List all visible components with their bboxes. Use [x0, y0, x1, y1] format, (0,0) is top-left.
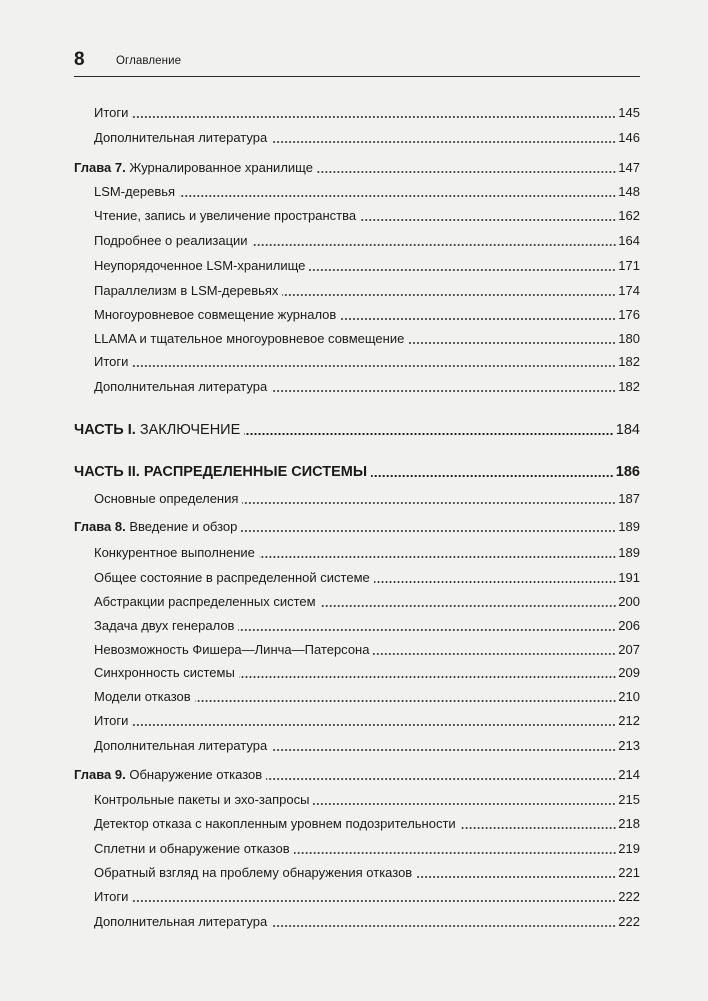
toc-entry-title: [94, 888, 128, 906]
toc-dot-leader: [282, 294, 616, 296]
toc-entry-title: [94, 712, 128, 730]
toc-entry-text: Дополнительная литература: [94, 379, 268, 394]
toc-page-number: 207: [618, 642, 640, 657]
toc-dot-leader: [373, 653, 616, 655]
toc-dot-leader: [313, 803, 616, 805]
toc-entry-title: [94, 864, 412, 882]
toc-entry-text: Обратный взгляд на проблему обнаружения отказов: [94, 865, 413, 880]
toc-dot-leader: [371, 475, 614, 477]
table-of-contents: [74, 0, 640, 1001]
toc-dot-leader: [374, 581, 617, 583]
toc-page-number: 147: [618, 160, 640, 175]
toc-entry-title: [74, 420, 240, 440]
toc-entry-text: Основные определения: [94, 491, 239, 506]
toc-entry-text: Параллелизм в LSM-деревьях: [94, 283, 279, 298]
toc-entry-text: Дополнительная литература: [94, 738, 268, 753]
toc-entry-title: [94, 569, 370, 587]
toc-dot-leader: [132, 900, 616, 902]
toc-page-number: 145: [618, 105, 640, 120]
toc-entry: [74, 353, 640, 371]
toc-entry-title: [94, 490, 238, 508]
toc-entry-text: Задача двух генералов: [94, 618, 235, 633]
toc-entry: [74, 518, 640, 536]
toc-entry-text: LLAMA и тщательное многоуровневое совмещение: [94, 331, 405, 346]
toc-entry: [74, 183, 640, 201]
toc-entry-title: [94, 664, 235, 682]
toc-dot-leader: [266, 778, 616, 780]
toc-entry-text: Неупорядоченное LSM-хранилище: [94, 258, 306, 273]
toc-entry-title: [94, 232, 248, 250]
toc-dot-leader: [132, 365, 616, 367]
toc-entry-title: [94, 840, 290, 858]
toc-page-number: 186: [615, 464, 640, 480]
toc-dot-leader: [271, 141, 616, 143]
toc-entry-title: [94, 815, 456, 833]
toc-dot-leader: [242, 502, 616, 504]
toc-entry: [74, 544, 640, 562]
toc-dot-leader: [416, 876, 616, 878]
toc-entry-text: РАСПРЕДЕЛЕННЫЕ СИСТЕМЫ: [143, 464, 368, 480]
toc-entry: [74, 490, 640, 508]
toc-page-number: 209: [618, 665, 640, 680]
toc-entry: [74, 864, 640, 882]
toc-page-number: 212: [618, 713, 640, 728]
toc-entry-title: [94, 330, 404, 348]
toc-entry-title: [94, 306, 336, 324]
toc-entry-text: Дополнительная литература: [94, 130, 268, 145]
toc-page-number: 182: [618, 379, 640, 394]
toc-entry: [74, 330, 640, 348]
toc-entry-text: Контрольные пакеты и эхо-запросы: [94, 792, 310, 807]
page-number: 8: [74, 49, 85, 70]
toc-page-number: 162: [618, 208, 640, 223]
toc-dot-leader: [239, 676, 616, 678]
toc-entry: [74, 737, 640, 755]
toc-page-number: 221: [618, 865, 640, 880]
toc-page-number: 176: [618, 307, 640, 322]
toc-entry: [74, 664, 640, 682]
toc-entry-text: Синхронность системы: [94, 665, 235, 680]
toc-page-number: 180: [618, 331, 640, 346]
running-title: Оглавление: [116, 55, 182, 67]
toc-page-number: 146: [618, 130, 640, 145]
toc-entry-text: Итоги: [94, 713, 129, 728]
toc-entry: [74, 159, 640, 177]
toc-entry-text: LSM-деревья: [94, 184, 176, 199]
toc-entry: [74, 232, 640, 250]
toc-dot-leader: [317, 171, 616, 173]
toc-page-number: 148: [618, 184, 640, 199]
toc-entry-title: [94, 737, 267, 755]
toc-entry-text: Сплетни и обнаружение отказов: [94, 841, 290, 856]
toc-page-number: 200: [618, 594, 640, 609]
toc-entry-title: [94, 378, 267, 396]
toc-entry-title: [94, 129, 267, 147]
toc-entry: [74, 104, 640, 122]
toc-entry-text: Итоги: [94, 889, 129, 904]
toc-entry-label: Глава 7.: [74, 160, 126, 175]
toc-page-number: 182: [618, 354, 640, 369]
toc-dot-leader: [132, 724, 616, 726]
toc-page-number: 218: [618, 816, 640, 831]
toc-entry-title: [74, 766, 262, 784]
toc-entry-title: [74, 518, 237, 536]
toc-page-number: 206: [618, 618, 640, 633]
toc-page-number: 214: [618, 767, 640, 782]
toc-entry: [74, 420, 640, 440]
toc-entry-title: [94, 791, 309, 809]
toc-entry: [74, 569, 640, 587]
toc-page-number: 191: [618, 570, 640, 585]
toc-entry-text: Модели отказов: [94, 689, 191, 704]
toc-entry-text: Подробнее о реализации: [94, 233, 248, 248]
toc-entry: [74, 840, 640, 858]
toc-entry: [74, 378, 640, 396]
toc-entry-title: [74, 462, 367, 482]
toc-dot-leader: [408, 342, 616, 344]
toc-dot-leader: [340, 318, 616, 320]
toc-dot-leader: [360, 219, 616, 221]
toc-entry-text: Невозможность Фишера—Линча—Патерсона: [94, 642, 370, 657]
toc-dot-leader: [238, 629, 616, 631]
toc-page-number: 222: [618, 889, 640, 904]
toc-dot-leader: [195, 700, 617, 702]
toc-entry-text: Чтение, запись и увеличение пространства: [94, 208, 357, 223]
toc-entry: [74, 617, 640, 635]
toc-entry-label: ЧАСТЬ I.: [74, 422, 136, 438]
toc-page-number: 164: [618, 233, 640, 248]
toc-entry-label: ЧАСТЬ II.: [74, 464, 140, 480]
toc-page-number: 171: [618, 258, 640, 273]
toc-entry: [74, 207, 640, 225]
toc-entry-text: Абстракции распределенных систем: [94, 594, 316, 609]
toc-page-number: 210: [618, 689, 640, 704]
toc-entry: [74, 815, 640, 833]
toc-dot-leader: [252, 244, 617, 246]
toc-page-number: 189: [618, 519, 640, 534]
toc-entry-text: ЗАКЛЮЧЕНИЕ: [139, 422, 241, 438]
toc-entry-text: Журналированное хранилище: [129, 160, 313, 175]
toc-entry-title: [94, 282, 278, 300]
toc-entry-title: [94, 257, 305, 275]
toc-entry: [74, 688, 640, 706]
toc-entry-title: [94, 353, 128, 371]
toc-entry-title: [74, 159, 313, 177]
toc-dot-leader: [294, 852, 617, 854]
toc-entry: [74, 257, 640, 275]
toc-entry-text: Конкурентное выполнение: [94, 545, 255, 560]
toc-dot-leader: [309, 269, 616, 271]
toc-page-number: 187: [618, 491, 640, 506]
toc-dot-leader: [271, 749, 616, 751]
toc-entry: [74, 791, 640, 809]
toc-dot-leader: [241, 530, 616, 532]
toc-entry-label: Глава 9.: [74, 767, 126, 782]
toc-page-number: 213: [618, 738, 640, 753]
toc-entry: [74, 712, 640, 730]
toc-entry: [74, 282, 640, 300]
toc-entry: [74, 129, 640, 147]
toc-entry-title: [94, 688, 191, 706]
toc-page-number: 215: [618, 792, 640, 807]
toc-dot-leader: [460, 827, 617, 829]
toc-dot-leader: [271, 390, 616, 392]
toc-entry-text: Итоги: [94, 354, 129, 369]
toc-page-number: 189: [618, 545, 640, 560]
toc-entry-text: Детектор отказа с накопленным уровнем подозрительности: [94, 816, 456, 831]
toc-entry-title: [94, 207, 356, 225]
toc-entry: [74, 888, 640, 906]
toc-entry: [74, 641, 640, 659]
toc-entry-title: [94, 544, 255, 562]
toc-entry: [74, 766, 640, 784]
toc-dot-leader: [259, 556, 616, 558]
toc-entry-text: Общее состояние в распределенной системе: [94, 570, 370, 585]
toc-entry: [74, 913, 640, 931]
toc-entry-title: [94, 641, 369, 659]
toc-entry: [74, 593, 640, 611]
toc-dot-leader: [132, 116, 616, 118]
toc-entry-text: Итоги: [94, 105, 129, 120]
toc-entry-title: [94, 593, 316, 611]
toc-page-number: 184: [615, 422, 640, 438]
toc-page-number: 219: [618, 841, 640, 856]
toc-entry: [74, 306, 640, 324]
toc-entry-title: [94, 617, 234, 635]
toc-entry-label: Глава 8.: [74, 519, 126, 534]
toc-page-number: 222: [618, 914, 640, 929]
toc-dot-leader: [320, 605, 617, 607]
toc-entry-title: [94, 183, 175, 201]
toc-dot-leader: [244, 433, 614, 435]
toc-dot-leader: [271, 925, 616, 927]
toc-entry-title: [94, 104, 128, 122]
toc-entry-text: Введение и обзор: [129, 519, 238, 534]
toc-entry: [74, 462, 640, 482]
toc-entry-text: Обнаружение отказов: [129, 767, 263, 782]
toc-entry-title: [94, 913, 267, 931]
toc-entry-text: Дополнительная литература: [94, 914, 268, 929]
toc-page-number: 174: [618, 283, 640, 298]
toc-dot-leader: [179, 195, 616, 197]
toc-entry-text: Многоуровневое совмещение журналов: [94, 307, 337, 322]
